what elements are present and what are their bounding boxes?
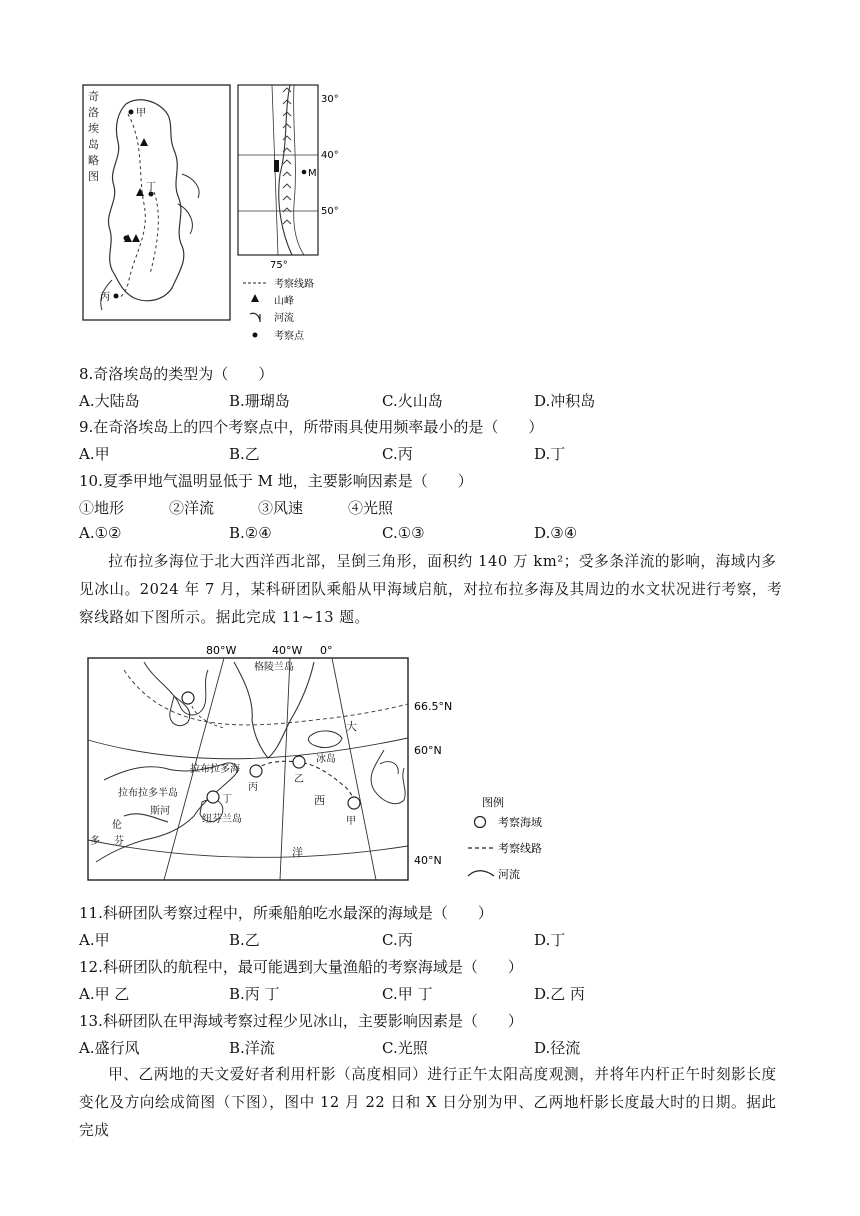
q12-option-a[interactable]: A.甲 乙 <box>79 985 130 1003</box>
svg-text:伦: 伦 <box>112 820 122 831</box>
survey-route <box>256 761 353 804</box>
q10-factor-2: ②洋流 <box>169 499 215 517</box>
question-9: 9.在奇洛埃岛上的四个考察点中，所带雨具使用频率最小的是（ ） <box>79 418 544 436</box>
labrador-passage: 拉布拉多海位于北大西洋西北部，呈倒三角形，面积约 140 万 km²；受多条洋流的影响，海域内多见冰山。2024 年 7 月，某科研团队乘船从甲海域启航，对拉布拉多海及其周边的水文状况进行考察，考察线路如下图所示。据此完成 11~13 题。 <box>79 553 783 626</box>
svg-text:斯河: 斯河 <box>150 806 170 817</box>
q10-factor-4: ④光照 <box>348 499 394 517</box>
svg-text:66.5°N: 66.5°N <box>414 700 453 713</box>
svg-text:考察线路: 考察线路 <box>274 279 314 290</box>
q9-option-b[interactable]: B.乙 <box>229 445 260 463</box>
q11-option-b[interactable]: B.乙 <box>229 931 260 949</box>
sea-area-jia <box>348 797 360 809</box>
shadow-passage: 甲、乙两地的天文爱好者利用杆影（高度相同）进行正午太阳高度观测，并将年内杆正午时刻影长度变化及方向绘成简图（下图），图中 12 月 22 日和 X 日分别为甲、乙两地杆影长度最大时的日期。据此完成 <box>79 1066 777 1139</box>
map1-title-char: 奇 <box>88 90 99 103</box>
question-13: 13.科研团队在甲海域考察过程少见冰山，主要影响因素是（ ） <box>79 1012 523 1030</box>
question-8: 8.奇洛埃岛的类型为（ ） <box>79 365 274 383</box>
svg-text:丁: 丁 <box>222 794 232 805</box>
svg-text:丙: 丙 <box>100 292 110 303</box>
q11-option-a[interactable]: A.甲 <box>79 931 110 949</box>
question-11: 11.科研团队考察过程中，所乘船舶吃水最深的海域是（ ） <box>79 904 493 922</box>
q13-option-b[interactable]: B.洋流 <box>229 1039 275 1057</box>
svg-text:大: 大 <box>346 720 357 733</box>
svg-text:30°: 30° <box>321 94 339 105</box>
peak-icon <box>136 188 144 196</box>
svg-text:50°: 50° <box>321 206 339 217</box>
svg-text:0°: 0° <box>320 644 333 657</box>
svg-text:乙: 乙 <box>294 774 304 785</box>
chiloe-island-map <box>78 84 378 346</box>
svg-text:洋: 洋 <box>292 846 303 859</box>
peak-icon <box>132 234 140 242</box>
svg-text:冰岛: 冰岛 <box>316 754 336 765</box>
svg-text:多: 多 <box>90 836 100 847</box>
svg-text:拉布拉多海: 拉布拉多海 <box>190 764 240 775</box>
labrador-sea-map <box>84 640 544 888</box>
svg-text:纽芬兰岛: 纽芬兰岛 <box>202 814 242 825</box>
svg-text:西: 西 <box>314 794 325 807</box>
q13-option-a[interactable]: A.盛行风 <box>79 1039 140 1057</box>
svg-text:考察线路: 考察线路 <box>498 842 542 855</box>
q9-option-a[interactable]: A.甲 <box>79 445 110 463</box>
svg-text:丙: 丙 <box>248 782 258 793</box>
q8-option-b[interactable]: B.珊瑚岛 <box>229 392 290 410</box>
q8-option-c[interactable]: C.火山岛 <box>382 392 443 410</box>
q13-option-c[interactable]: C.光照 <box>382 1039 428 1057</box>
map1-title <box>88 90 100 183</box>
sea-area-ding <box>207 791 219 803</box>
svg-text:山峰: 山峰 <box>274 296 294 307</box>
svg-text:甲: 甲 <box>346 816 356 827</box>
q8-option-d[interactable]: D.冲积岛 <box>534 392 596 410</box>
svg-text:40°N: 40°N <box>414 854 442 867</box>
svg-text:拉布拉多半岛: 拉布拉多半岛 <box>118 788 178 799</box>
q9-option-d[interactable]: D.丁 <box>534 445 566 463</box>
q9-option-c[interactable]: C.丙 <box>382 445 413 463</box>
svg-text:60°N: 60°N <box>414 744 442 757</box>
svg-text:芬: 芬 <box>114 836 124 847</box>
q12-option-c[interactable]: C.甲 丁 <box>382 985 433 1003</box>
map1-legend <box>243 277 314 342</box>
svg-text:考察海域: 考察海域 <box>498 816 542 829</box>
map1-title-char: 略 <box>88 154 99 167</box>
map1-title-char: 岛 <box>88 138 99 151</box>
svg-text:图例: 图例 <box>482 796 504 809</box>
svg-text:考察点: 考察点 <box>274 331 304 342</box>
q8-option-a[interactable]: A.大陆岛 <box>79 392 140 410</box>
svg-text:甲: 甲 <box>136 108 146 119</box>
sea-area-bing <box>250 765 262 777</box>
q10-option-b[interactable]: B.②④ <box>229 524 272 542</box>
q10-option-a[interactable]: A.①② <box>79 524 122 542</box>
point-bing <box>114 294 119 299</box>
q10-option-c[interactable]: C.①③ <box>382 524 425 542</box>
map1-title-char: 埃 <box>88 122 99 135</box>
svg-text:丁: 丁 <box>146 182 156 193</box>
svg-text:40°: 40° <box>321 150 339 161</box>
q10-factor-3: ③风速 <box>258 499 304 517</box>
greenland-outline <box>234 662 314 758</box>
svg-text:河流: 河流 <box>498 868 520 881</box>
survey-route <box>118 114 158 298</box>
svg-text:格陵兰岛: 格陵兰岛 <box>254 662 294 673</box>
point-m <box>302 170 307 175</box>
svg-text:40°W: 40°W <box>272 644 303 657</box>
q11-option-c[interactable]: C.丙 <box>382 931 413 949</box>
map1-title-char: 图 <box>88 170 99 183</box>
svg-text:河流: 河流 <box>274 313 294 324</box>
q10-option-d[interactable]: D.③④ <box>534 524 578 542</box>
island-outline <box>108 100 183 301</box>
map2-legend <box>468 795 542 881</box>
question-10: 10.夏季甲地气温明显低于 M 地，主要影响因素是（ ） <box>79 472 473 490</box>
svg-text:M: M <box>308 168 317 179</box>
peak-icon <box>140 138 148 146</box>
q12-option-d[interactable]: D.乙 丙 <box>534 985 586 1003</box>
q10-factor-1: ①地形 <box>79 499 125 517</box>
arctic-circle <box>124 670 408 725</box>
point-jia <box>129 110 134 115</box>
sea-area-yi <box>293 756 305 768</box>
q11-option-d[interactable]: D.丁 <box>534 931 566 949</box>
svg-text:80°W: 80°W <box>206 644 237 657</box>
q12-option-b[interactable]: B.丙 丁 <box>229 985 280 1003</box>
point-yi <box>124 236 129 241</box>
question-12: 12.科研团队的航程中，最可能遇到大量渔船的考察海域是（ ） <box>79 958 523 976</box>
svg-text:75°: 75° <box>270 260 288 271</box>
q13-option-d[interactable]: D.径流 <box>534 1039 581 1057</box>
map1-title-char: 洛 <box>88 106 99 119</box>
